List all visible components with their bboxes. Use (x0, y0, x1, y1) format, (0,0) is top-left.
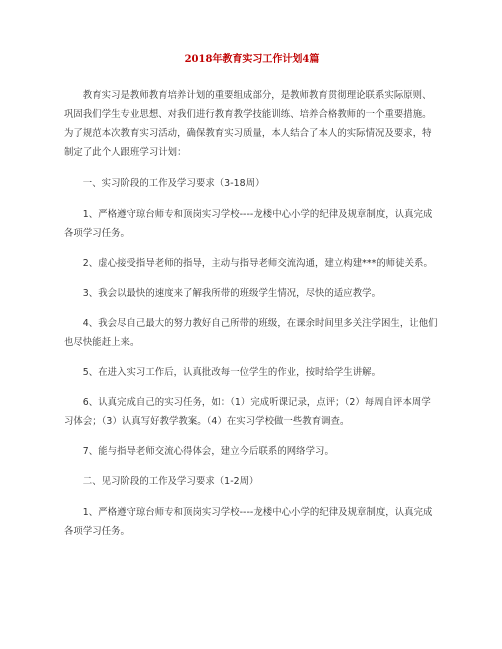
section-heading-internship: 一、实习阶段的工作及学习要求（3-18周） (82, 178, 265, 189)
list-item: 6、认真完成自己的实习任务，如：（1）完成听课记录，点评；（2）每周自评本周学习体会；（3）认真写好教学教案。（4）在实习学校做一些教育调查。 (64, 397, 431, 427)
document-title: 2018年教育实习工作计划4篇 (184, 54, 320, 65)
section-heading-observation: 二、见习阶段的工作及学习要求（1-2周） (82, 476, 259, 487)
list-item: 1、严格遵守琼台师专和顶岗实习学校----龙楼中心小学的纪律及规章制度，认真完成各项学习任务。 (64, 507, 433, 537)
list-item: 3、我会以最快的速度来了解我所带的班级学生情况，尽快的适应教学。 (82, 288, 381, 299)
list-item: 2、虚心接受指导老师的指导，主动与指导老师交流沟通，建立构建***的师徒关系。 (82, 258, 433, 269)
list-item: 5、在进入实习工作后，认真批改每一位学生的作业，按时给学生讲解。 (82, 367, 381, 378)
list-item: 4、我会尽自己最大的努力教好自己所带的班级，在课余时间里多关注学困生，让他们也尽快能赶上来。 (64, 318, 438, 348)
list-item: 1、严格遵守琼台师专和顶岗实习学校----龙楼中心小学的纪律及规章制度，认真完成各项学习任务。 (64, 209, 433, 239)
intro-paragraph: 教育实习是教师教育培养计划的重要组成部分，是教师教育贯彻理论联系实际原则、巩固我们学生专业思想、对我们进行教育教学技能训练、培养合格教师的一个重要措施。为了规范本次教育实习活动，确保教育实习质量，本人结合了本人的实际情况及要求，特制定了此个人跟班学习计划： (64, 90, 432, 158)
list-item: 7、能与指导老师交流心得体会，建立今后联系的网络学习。 (82, 446, 334, 457)
